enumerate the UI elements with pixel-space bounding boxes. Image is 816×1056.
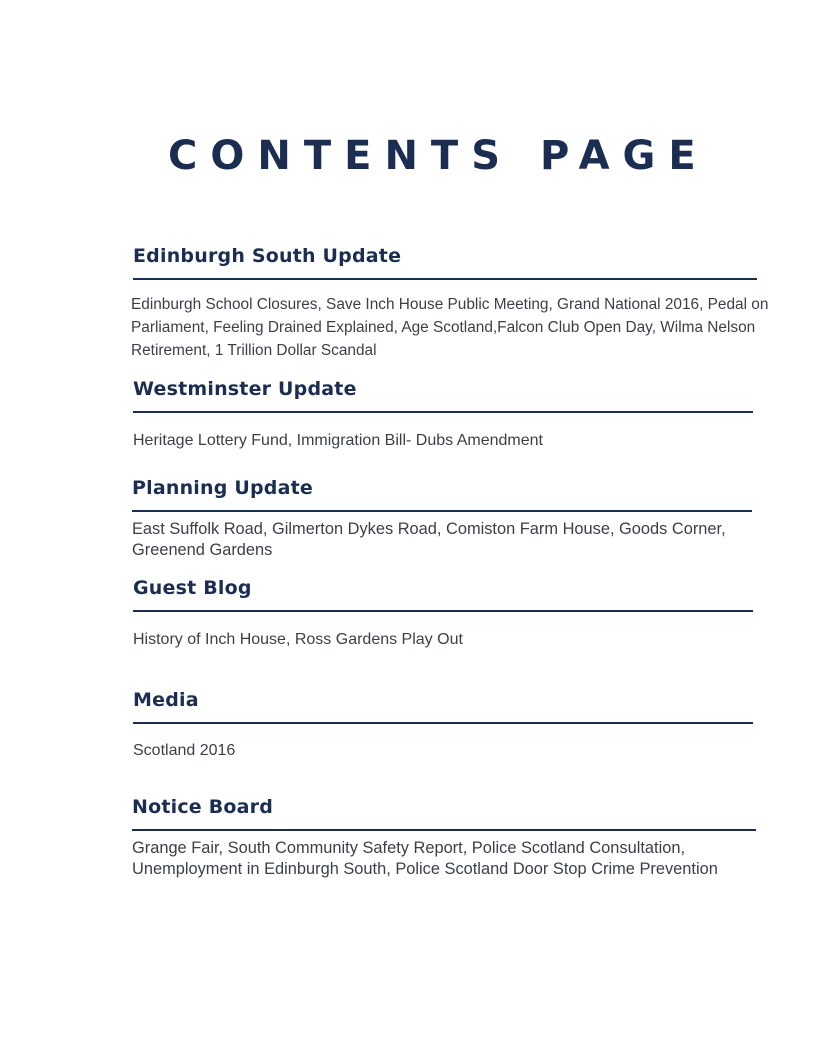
section-heading: Notice Board	[132, 796, 274, 818]
section-planning-update	[132, 476, 762, 561]
section-heading: Edinburgh South Update	[133, 245, 402, 267]
section-body: Heritage Lottery Fund, Immigration Bill- Dubs Amendment	[133, 432, 543, 449]
section-divider	[133, 278, 757, 280]
page-title: CONTENTS PAGE	[168, 133, 709, 179]
section-edinburgh-south-update	[133, 244, 783, 362]
section-heading: Guest Blog	[133, 577, 252, 599]
section-divider	[133, 722, 753, 724]
section-body: Grange Fair, South Community Safety Report, Police Scotland Consultation, Unemployment in Edinburgh South, Police Scotland Door Stop Crime Prevention	[132, 839, 718, 878]
section-guest-blog	[133, 576, 763, 651]
section-heading: Planning Update	[132, 477, 313, 499]
section-body: History of Inch House, Ross Gardens Play Out	[133, 631, 463, 648]
section-divider	[133, 610, 753, 612]
section-notice-board	[132, 795, 782, 880]
section-media	[133, 688, 763, 762]
section-body: Scotland 2016	[133, 742, 236, 759]
section-divider	[132, 829, 756, 831]
section-divider	[132, 510, 752, 512]
section-heading: Westminster Update	[133, 378, 357, 400]
section-heading: Media	[133, 689, 199, 711]
section-divider	[133, 411, 753, 413]
section-body: Edinburgh School Closures, Save Inch House Public Meeting, Grand National 2016, Pedal on Parliament, Feeling Drained Explained, Age Scotland,Falcon Club Open Day, Wilma Nelson Retirement, 1 Trillion Dollar Scandal	[131, 296, 769, 359]
section-body: East Suffolk Road, Gilmerton Dykes Road, Comiston Farm House, Goods Corner, Greenend Gardens	[132, 520, 726, 559]
section-westminster-update	[133, 377, 763, 452]
